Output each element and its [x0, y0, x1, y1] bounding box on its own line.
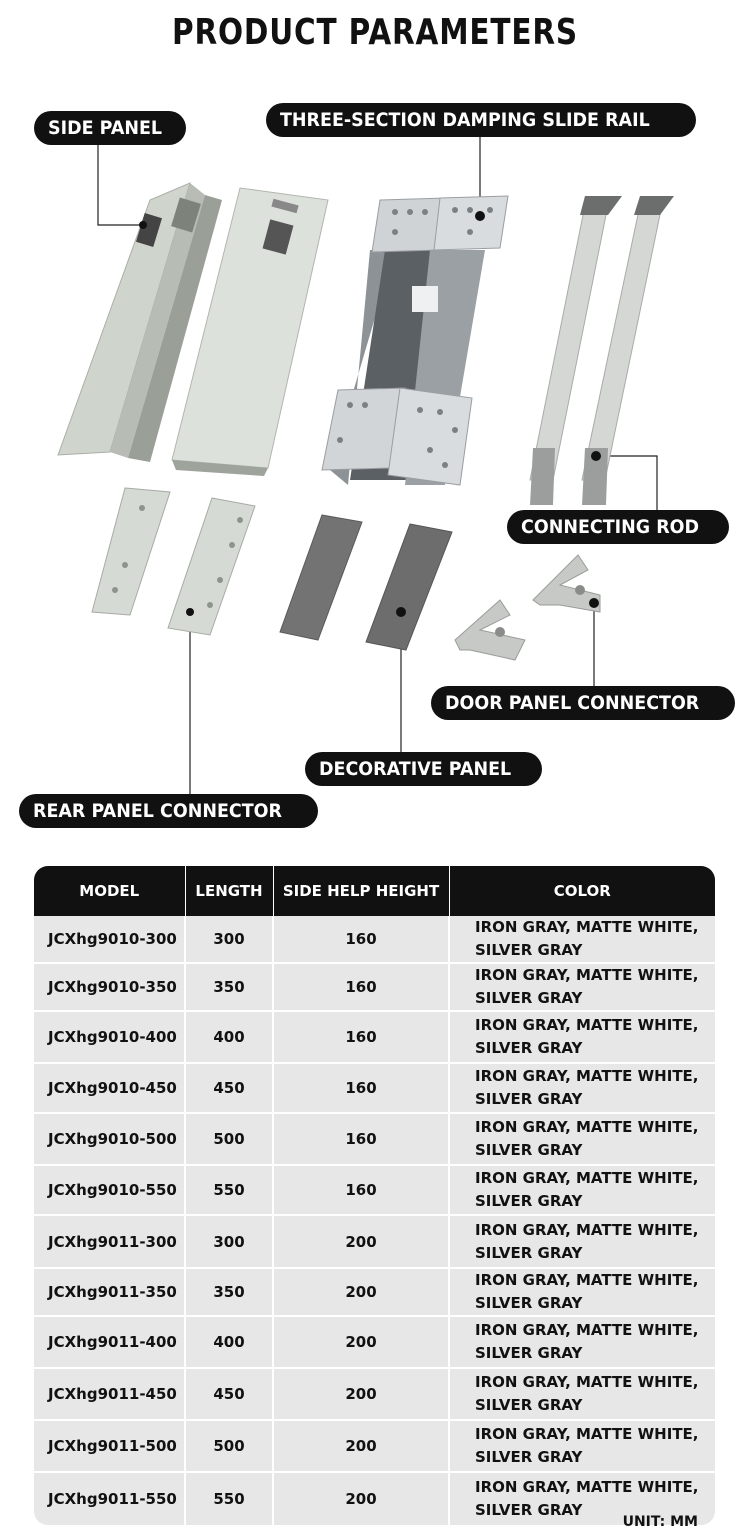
side-panel-leader [98, 142, 143, 225]
cell-color: IRON GRAY, MATTE WHITE, SILVER GRAY [449, 1268, 715, 1316]
connecting-rod-label: CONNECTING ROD [507, 510, 729, 544]
unit-note: UNIT: MM [622, 1514, 698, 1530]
table-row [34, 1113, 715, 1165]
table-body [34, 916, 715, 1525]
header-color: COLOR [449, 866, 715, 916]
cell-length: 300 [185, 916, 273, 963]
cell-color: IRON GRAY, MATTE WHITE, SILVER GRAY [449, 1472, 715, 1525]
cell-model: JCXhg9010-300 [34, 916, 185, 963]
cell-model: JCXhg9011-400 [34, 1316, 185, 1368]
cell-model: JCXhg9010-450 [34, 1063, 185, 1113]
cell-model: JCXhg9010-400 [34, 1011, 185, 1063]
rear-panel-connector-image [92, 488, 255, 635]
cell-model: JCXhg9010-350 [34, 963, 185, 1011]
table-header-row [34, 866, 715, 916]
cell-side-help-height: 200 [273, 1472, 449, 1525]
table-row [34, 1316, 715, 1368]
cell-length: 300 [185, 1215, 273, 1268]
cell-color: IRON GRAY, MATTE WHITE, SILVER GRAY [449, 963, 715, 1011]
cell-length: 500 [185, 1113, 273, 1165]
table-row [34, 1165, 715, 1215]
cell-side-help-height: 160 [273, 963, 449, 1011]
slide-rail-label: THREE-SECTION DAMPING SLIDE RAIL [266, 103, 696, 137]
cell-length: 350 [185, 963, 273, 1011]
cell-color: IRON GRAY, MATTE WHITE, SILVER GRAY [449, 916, 715, 963]
cell-length: 350 [185, 1268, 273, 1316]
cell-model: JCXhg9011-350 [34, 1268, 185, 1316]
cell-side-help-height: 200 [273, 1368, 449, 1420]
cell-model: JCXhg9011-550 [34, 1472, 185, 1525]
cell-color: IRON GRAY, MATTE WHITE, SILVER GRAY [449, 1063, 715, 1113]
cell-model: JCXhg9011-450 [34, 1368, 185, 1420]
cell-color: IRON GRAY, MATTE WHITE, SILVER GRAY [449, 1215, 715, 1268]
decorative-panel-label: DECORATIVE PANEL [305, 752, 542, 786]
cell-color: IRON GRAY, MATTE WHITE, SILVER GRAY [449, 1368, 715, 1420]
cell-side-help-height: 200 [273, 1420, 449, 1472]
door-panel-connector-label: DOOR PANEL CONNECTOR [431, 686, 735, 720]
cell-color: IRON GRAY, MATTE WHITE, SILVER GRAY [449, 1165, 715, 1215]
cell-side-help-height: 160 [273, 1113, 449, 1165]
cell-side-help-height: 160 [273, 1165, 449, 1215]
cell-length: 550 [185, 1472, 273, 1525]
table-row [34, 1011, 715, 1063]
cell-side-help-height: 160 [273, 916, 449, 963]
table-row [34, 1063, 715, 1113]
cell-color: IRON GRAY, MATTE WHITE, SILVER GRAY [449, 1011, 715, 1063]
cell-length: 450 [185, 1368, 273, 1420]
cell-color: IRON GRAY, MATTE WHITE, SILVER GRAY [449, 1420, 715, 1472]
cell-length: 400 [185, 1316, 273, 1368]
cell-model: JCXhg9011-500 [34, 1420, 185, 1472]
cell-length: 400 [185, 1011, 273, 1063]
cell-side-help-height: 200 [273, 1215, 449, 1268]
cell-length: 500 [185, 1420, 273, 1472]
cell-model: JCXhg9010-500 [34, 1113, 185, 1165]
table-row [34, 1472, 715, 1525]
table-row [34, 1215, 715, 1268]
side-panel-label: SIDE PANEL [34, 111, 186, 145]
connecting-rod-image [530, 196, 674, 505]
table-row [34, 1420, 715, 1472]
table-row [34, 1268, 715, 1316]
cell-side-help-height: 200 [273, 1268, 449, 1316]
parameters-table [34, 866, 715, 1525]
cell-color: IRON GRAY, MATTE WHITE, SILVER GRAY [449, 1316, 715, 1368]
door-panel-connector-image [455, 555, 600, 660]
cell-length: 450 [185, 1063, 273, 1113]
page-title: PRODUCT PARAMETERS [172, 12, 578, 53]
cell-model: JCXhg9010-550 [34, 1165, 185, 1215]
header-side-help-height: SIDE HELP HEIGHT [273, 866, 449, 916]
header-model: MODEL [34, 866, 185, 916]
cell-side-help-height: 160 [273, 1063, 449, 1113]
header-length: LENGTH [185, 866, 273, 916]
decorative-panel-image [280, 515, 452, 650]
cell-side-help-height: 160 [273, 1011, 449, 1063]
cell-length: 550 [185, 1165, 273, 1215]
cell-color: IRON GRAY, MATTE WHITE, SILVER GRAY [449, 1113, 715, 1165]
rear-panel-connector-label: REAR PANEL CONNECTOR [19, 794, 318, 828]
cell-side-help-height: 200 [273, 1316, 449, 1368]
slide-rail-image [322, 196, 508, 485]
cell-model: JCXhg9011-300 [34, 1215, 185, 1268]
table-row [34, 1368, 715, 1420]
table-row [34, 916, 715, 963]
table-row [34, 963, 715, 1011]
